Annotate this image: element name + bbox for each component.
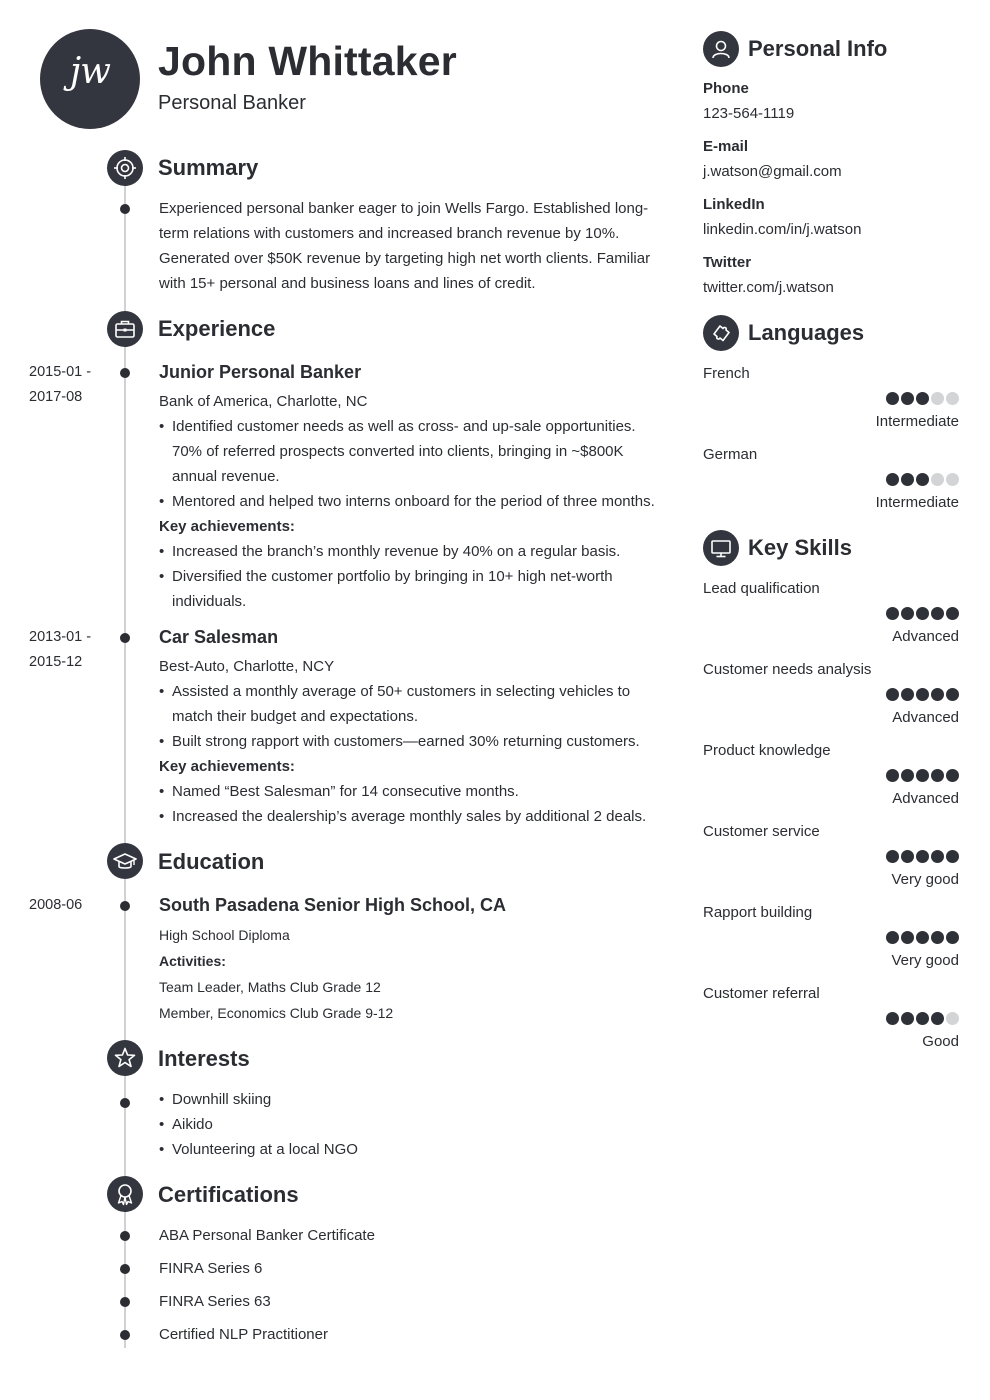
job-role: Car Salesman <box>159 627 279 647</box>
twitter-value: twitter.com/j.watson <box>703 279 834 296</box>
summary-line: with 15+ personal and business loans and lines of credit. <box>159 275 536 292</box>
rating-dot-filled <box>916 931 929 944</box>
candidate-name: John Whittaker <box>158 38 457 84</box>
skill-name: Product knowledge <box>703 742 831 759</box>
rating-dot-filled <box>886 1012 899 1025</box>
list-item <box>159 729 664 754</box>
skill-name: Customer needs analysis <box>703 661 872 678</box>
monitor-icon <box>703 530 739 566</box>
rating-dot-empty <box>931 392 944 405</box>
skill-name: Customer referral <box>703 985 820 1002</box>
rating-dot-filled <box>946 688 959 701</box>
rating-dot-filled <box>916 769 929 782</box>
bullet-line: • Diversified the customer portfolio by bringing in 10+ high net-worth <box>172 568 613 585</box>
skill-name: Rapport building <box>703 904 813 921</box>
job-details <box>159 389 664 614</box>
certification-item: FINRA Series 6 <box>159 1260 263 1277</box>
list-item: • Downhill skiing <box>159 1087 358 1112</box>
summary-line: Generated over $50K revenue by targeting high net worth clients. Familiar <box>159 250 651 267</box>
rating-dot-filled <box>901 850 914 863</box>
job-date-end: 2017-08 <box>29 389 83 405</box>
rating-dot-filled <box>916 688 929 701</box>
rating-dot-filled <box>886 931 899 944</box>
puzzle-icon <box>703 315 739 351</box>
list-item <box>159 539 664 564</box>
section-title-education: Education <box>158 849 265 874</box>
list-item <box>159 489 664 514</box>
twitter-label: Twitter <box>703 254 752 271</box>
rating-dot-filled <box>931 607 944 620</box>
job-date-end: 2015-12 <box>29 654 83 670</box>
rating-dot-filled <box>916 392 929 405</box>
bullet-line: 70% of referred prospects converted into clients, bringing in ~$800K <box>172 443 624 460</box>
section-title-summary: Summary <box>158 155 259 180</box>
interests-list <box>159 1087 358 1162</box>
rating-dot-filled <box>916 607 929 620</box>
skill-level: Advanced <box>892 628 959 645</box>
candidate-title: Personal Banker <box>158 92 306 114</box>
rating-dot-filled <box>886 769 899 782</box>
section-title-interests: Interests <box>158 1046 250 1071</box>
rating-dot-filled <box>946 769 959 782</box>
certification-item: ABA Personal Banker Certificate <box>159 1227 375 1244</box>
user-icon <box>703 31 739 67</box>
skill-rating <box>886 931 959 944</box>
phone-label: Phone <box>703 80 749 97</box>
rating-dot-filled <box>931 931 944 944</box>
bullet-line: • Increased the branch’s monthly revenue by 40% on a regular basis. <box>172 543 621 560</box>
education-details <box>159 922 393 1026</box>
language-name: German <box>703 446 758 463</box>
bullet-line: match their budget and expectations. <box>172 708 418 725</box>
list-item <box>159 564 664 614</box>
summary-text <box>159 196 669 296</box>
timeline-dot <box>120 901 130 911</box>
email-value: j.watson@gmail.com <box>703 163 842 180</box>
section-title-certifications: Certifications <box>158 1182 299 1207</box>
rating-dot-empty <box>946 392 959 405</box>
rating-dot-empty <box>931 473 944 486</box>
bullet-line: annual revenue. <box>172 468 280 485</box>
job-company: Bank of America, Charlotte, NC <box>159 393 368 410</box>
skill-level: Very good <box>891 952 959 969</box>
degree: High School Diploma <box>159 927 290 943</box>
bullet-line: • Increased the dealership’s average monthly sales by additional 2 deals. <box>172 808 647 825</box>
briefcase-icon <box>107 311 143 347</box>
skill-rating <box>886 769 959 782</box>
timeline-dot <box>120 1264 130 1274</box>
education-date: 2008-06 <box>29 897 83 913</box>
target-icon <box>107 150 143 186</box>
monogram-avatar <box>40 29 140 129</box>
star-icon <box>107 1040 143 1076</box>
summary-line: term relations with customers and increased branch revenue by 10%. <box>159 225 620 242</box>
list-item <box>159 414 664 489</box>
language-level: Intermediate <box>875 494 959 511</box>
skill-level: Advanced <box>892 790 959 807</box>
rating-dot-filled <box>901 769 914 782</box>
award-ribbon-icon <box>107 1176 143 1212</box>
rating-dot-filled <box>901 688 914 701</box>
skill-rating <box>886 607 959 620</box>
rating-dot-filled <box>931 688 944 701</box>
bullet-line: • Identified customer needs as well as cross- and up-sale opportunities. <box>172 418 636 435</box>
skill-rating <box>886 688 959 701</box>
monogram-text: jw <box>70 51 110 92</box>
timeline-dot <box>120 633 130 643</box>
language-name: French <box>703 365 750 382</box>
rating-dot-filled <box>916 1012 929 1025</box>
school-name: South Pasadena Senior High School, CA <box>159 895 507 915</box>
certification-item: Certified NLP Practitioner <box>159 1326 328 1343</box>
bullet-line: individuals. <box>172 593 247 610</box>
bullet-line: • Mentored and helped two interns onboard for the period of three months. <box>172 493 655 510</box>
job-details <box>159 654 664 829</box>
activity-item: Member, Economics Club Grade 9-12 <box>159 1005 394 1021</box>
rating-dot-filled <box>886 688 899 701</box>
rating-dot-filled <box>901 392 914 405</box>
rating-dot-empty <box>946 473 959 486</box>
rating-dot-filled <box>931 769 944 782</box>
list-item <box>159 679 664 729</box>
rating-dot-filled <box>946 850 959 863</box>
timeline-dot <box>120 1330 130 1340</box>
rating-dot-filled <box>886 392 899 405</box>
list-item: • Volunteering at a local NGO <box>159 1137 358 1162</box>
timeline-dot <box>120 1231 130 1241</box>
skill-level: Good <box>922 1033 959 1050</box>
achievements-label: Key achievements: <box>159 518 295 535</box>
activity-item: Team Leader, Maths Club Grade 12 <box>159 979 381 995</box>
rating-dot-filled <box>901 1012 914 1025</box>
job-date <box>29 360 91 410</box>
skill-name: Lead qualification <box>703 580 820 597</box>
rating-dot-filled <box>946 607 959 620</box>
section-title-languages: Languages <box>748 320 865 345</box>
linkedin-value: linkedin.com/in/j.watson <box>703 221 862 238</box>
achievements-label: Key achievements: <box>159 758 295 775</box>
skill-rating <box>886 1012 959 1025</box>
skill-name: Customer service <box>703 823 820 840</box>
language-level: Intermediate <box>875 413 959 430</box>
skill-rating <box>886 850 959 863</box>
bullet-line: • Built strong rapport with customers—earned 30% returning customers. <box>172 733 640 750</box>
summary-line: Experienced personal banker eager to join Wells Fargo. Established long- <box>159 200 649 217</box>
rating-dot-empty <box>946 1012 959 1025</box>
certification-item: FINRA Series 63 <box>159 1293 271 1310</box>
language-rating <box>886 473 959 486</box>
rating-dot-filled <box>916 850 929 863</box>
rating-dot-filled <box>931 1012 944 1025</box>
bullet-line: • Named “Best Salesman” for 14 consecutive months. <box>172 783 519 800</box>
graduation-cap-icon <box>107 843 143 879</box>
rating-dot-filled <box>886 607 899 620</box>
rating-dot-filled <box>886 850 899 863</box>
skill-level: Very good <box>891 871 959 888</box>
list-item <box>159 779 664 804</box>
rating-dot-filled <box>901 607 914 620</box>
rating-dot-filled <box>901 473 914 486</box>
timeline-dot <box>120 1098 130 1108</box>
bullet-line: • Assisted a monthly average of 50+ customers in selecting vehicles to <box>172 683 631 700</box>
rating-dot-filled <box>901 931 914 944</box>
timeline-dot <box>120 1297 130 1307</box>
rating-dot-filled <box>886 473 899 486</box>
timeline-dot <box>120 204 130 214</box>
activities-label: Activities: <box>159 953 226 969</box>
email-label: E-mail <box>703 138 749 155</box>
rating-dot-filled <box>946 931 959 944</box>
section-title-experience: Experience <box>158 316 276 341</box>
rating-dot-filled <box>931 850 944 863</box>
job-company: Best-Auto, Charlotte, NCY <box>159 658 335 675</box>
job-date-start: 2013-01 - <box>29 629 92 645</box>
skill-level: Advanced <box>892 709 959 726</box>
linkedin-label: LinkedIn <box>703 196 765 213</box>
list-item <box>159 804 664 829</box>
timeline-dot <box>120 368 130 378</box>
rating-dot-filled <box>916 473 929 486</box>
section-title-personal-info: Personal Info <box>748 36 888 61</box>
list-item: • Aikido <box>159 1112 358 1137</box>
language-rating <box>886 392 959 405</box>
section-title-key-skills: Key Skills <box>748 535 852 560</box>
job-role: Junior Personal Banker <box>159 362 362 382</box>
job-date-start: 2015-01 - <box>29 364 92 380</box>
phone-value: 123-564-1119 <box>703 105 795 122</box>
job-date <box>29 625 91 675</box>
